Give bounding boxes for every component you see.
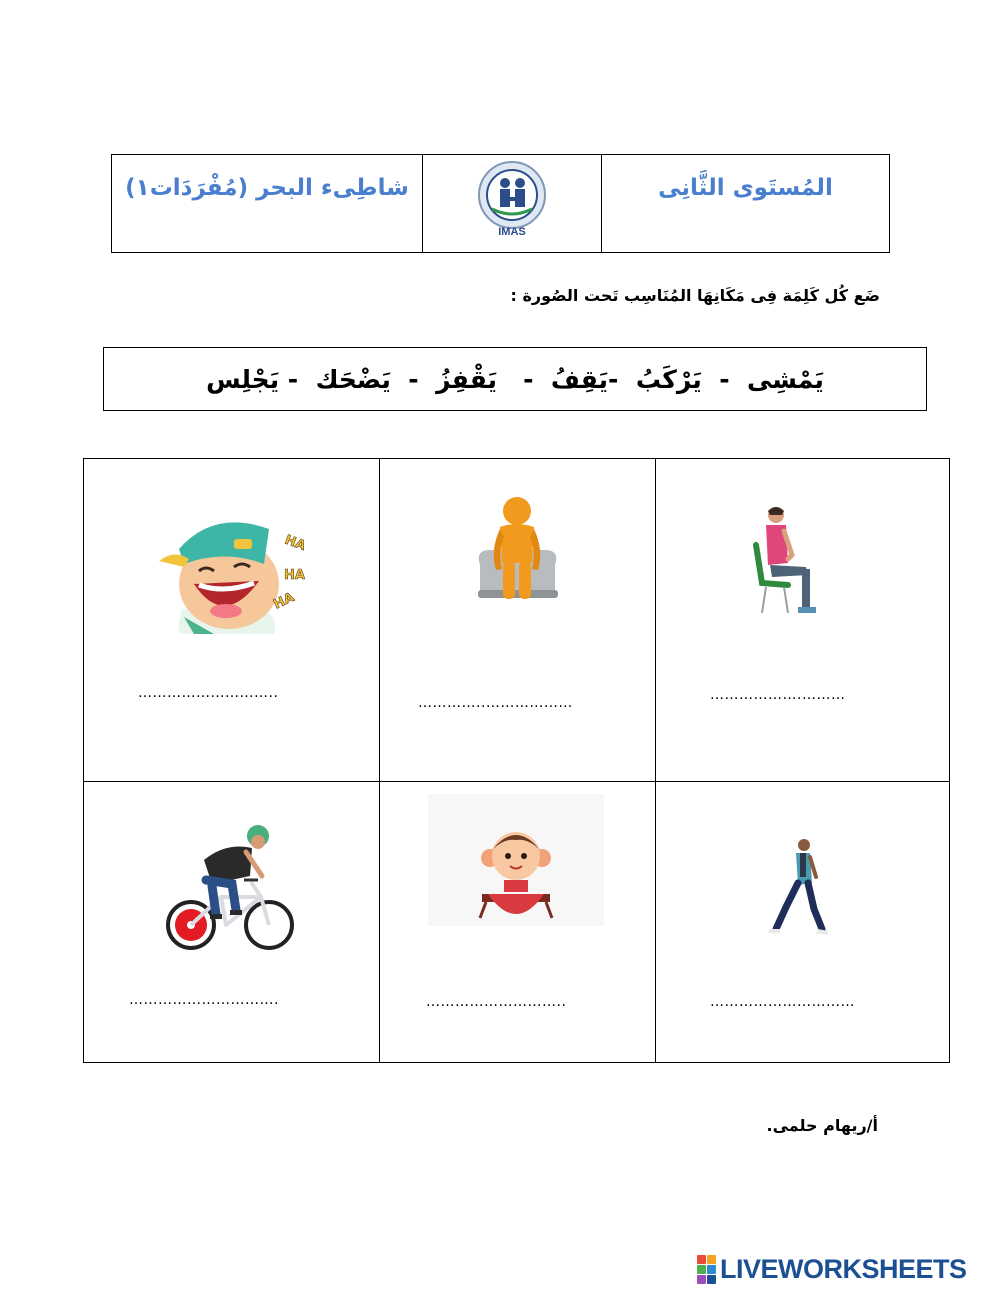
school-logo — [472, 159, 552, 239]
logo-text: IMAS — [498, 225, 526, 238]
answer-blank[interactable]: …………..……………… — [418, 695, 573, 711]
svg-text:HA: HA — [271, 590, 297, 613]
laughing-boy-image — [154, 509, 314, 634]
answer-blank[interactable]: ……………….……… — [710, 687, 846, 703]
header-table — [111, 154, 890, 253]
header-level-cell — [602, 155, 889, 252]
grid-cell — [84, 782, 380, 1062]
brand-name: LIVEWORKSHEETS — [720, 1254, 967, 1284]
sitting-man-image — [748, 503, 828, 618]
grid-cell — [380, 782, 656, 1062]
grid-cell — [656, 459, 949, 782]
instruction-text: ضَع كُل كَلِمَة فِى مَكَانِهَا المُنَاسِب تَحت الصُورة : — [510, 286, 880, 305]
grid-cell — [656, 782, 949, 1062]
teacher-name: أ/ريهام حلمى. — [766, 1116, 878, 1135]
liveworksheets-logo-icon — [697, 1255, 716, 1284]
answer-blank[interactable]: ……………………….. — [426, 994, 567, 1010]
answer-blank[interactable]: ………………………… — [710, 994, 855, 1010]
grid-cell — [84, 459, 380, 782]
level-label: المُستَوى الثَّانِى — [658, 174, 833, 201]
cyclist-image — [166, 822, 301, 952]
liveworksheets-brand — [697, 1254, 967, 1285]
answer-blank[interactable]: ……………………….. — [138, 685, 279, 701]
worksheet-title: شاطِىء البحر (مُفْرَدَات١) — [125, 174, 409, 201]
header-logo-cell — [423, 155, 602, 252]
svg-text:HA: HA — [284, 568, 305, 583]
grid-cell — [380, 459, 656, 782]
svg-text:HA: HA — [282, 532, 308, 554]
walking-man-image — [766, 837, 836, 942]
header-title-cell — [112, 155, 423, 252]
word-bank-box — [103, 347, 927, 411]
jumping-child-image — [428, 794, 604, 926]
answer-blank[interactable]: …………………………. — [129, 992, 279, 1008]
word-bank: يَمْشِى - يَرْكَبُ -يَقِفُ - يَقْفِزُ - يَضْحَك - يَجْلِس — [206, 364, 824, 394]
standing-figure-image — [470, 495, 565, 605]
picture-grid — [83, 458, 950, 1063]
